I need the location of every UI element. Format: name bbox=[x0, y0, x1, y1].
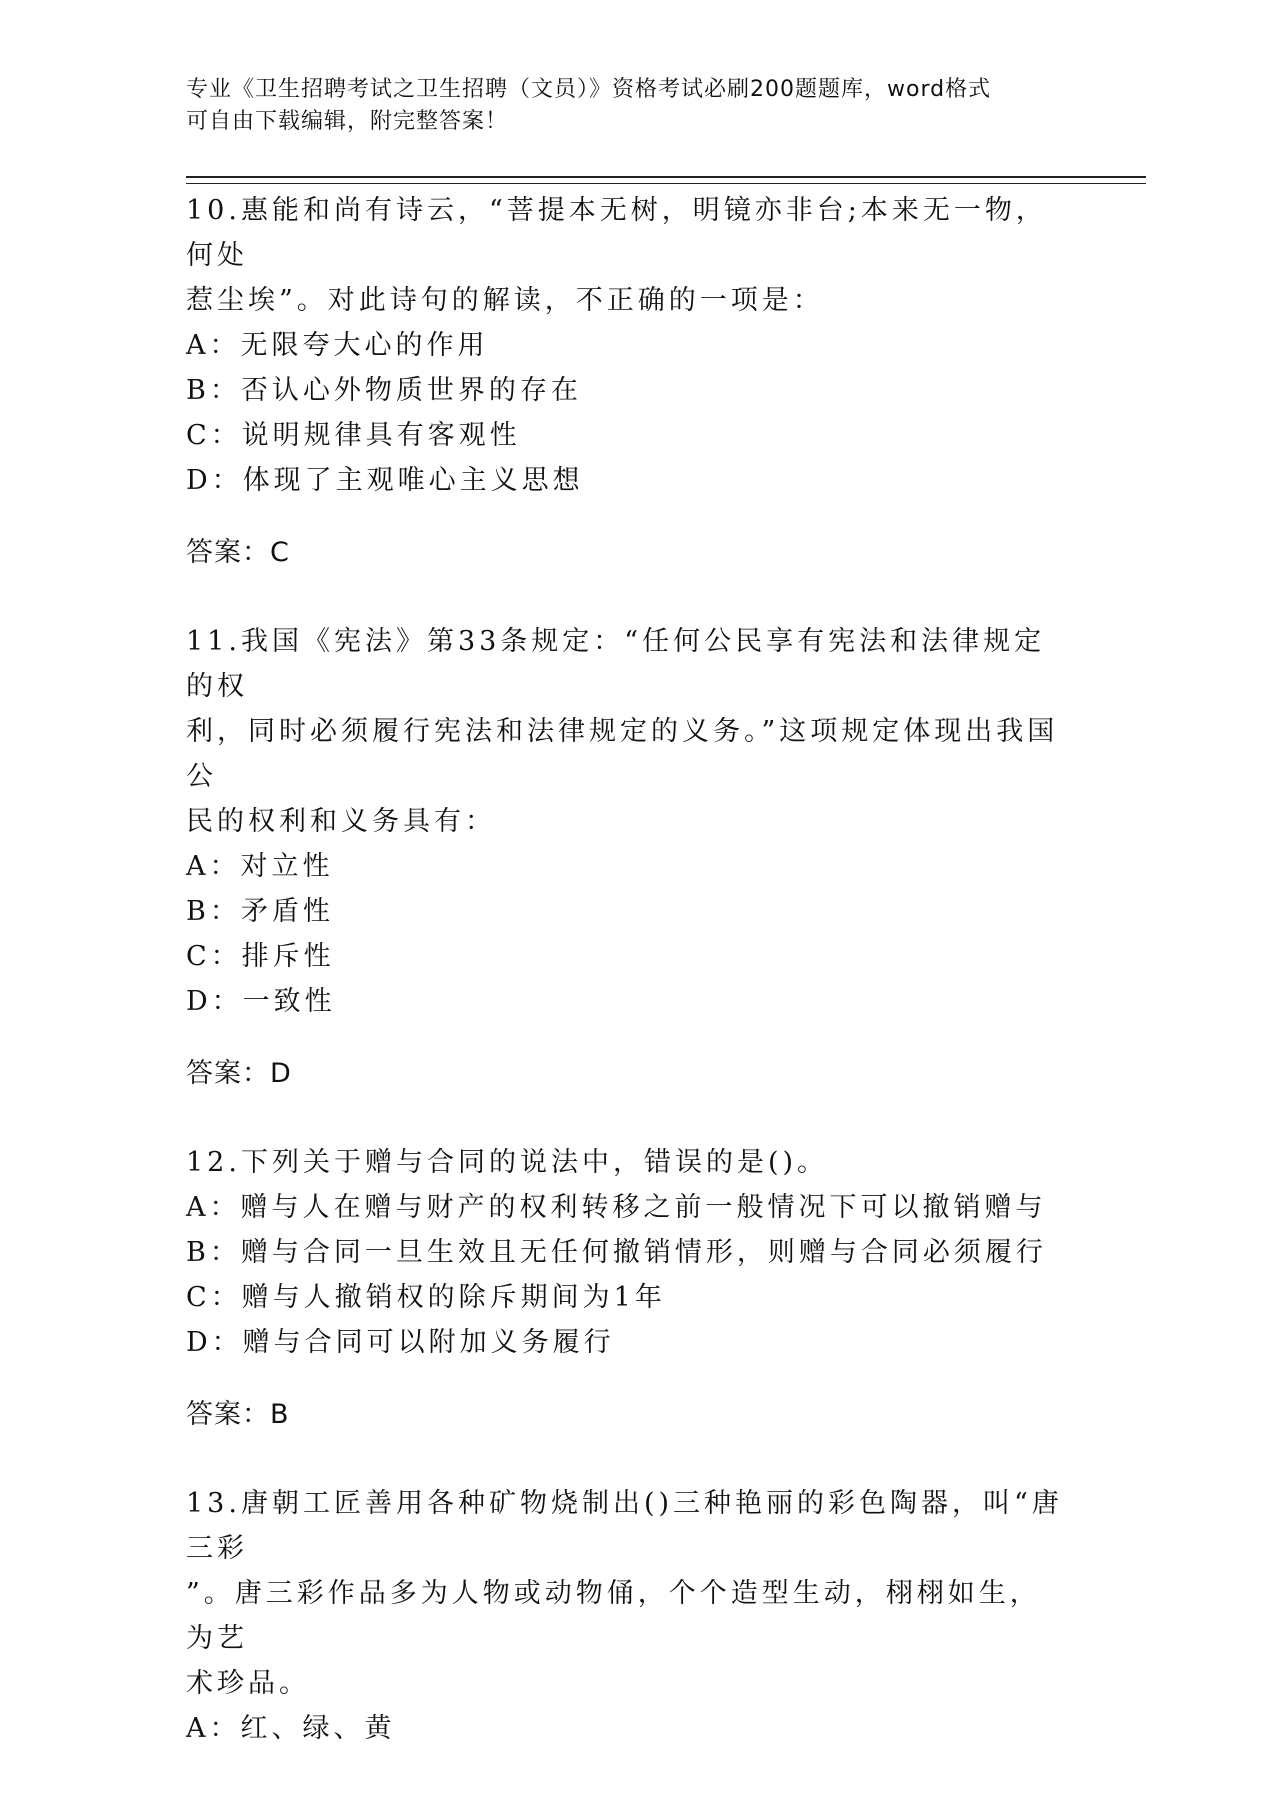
header-divider-thin bbox=[186, 183, 1146, 184]
option-c: C：赠与人撤销权的除斥期间为1年 bbox=[186, 1282, 666, 1313]
option-b: B：矛盾性 bbox=[186, 896, 334, 927]
option-a: A：无限夸大心的作用 bbox=[186, 330, 489, 361]
answer: 答案：D bbox=[186, 1058, 292, 1089]
option-b: B：否认心外物质世界的存在 bbox=[186, 375, 582, 406]
question-stem-line: ”。唐三彩作品多为人物或动物俑，个个造型生动，栩栩如生，为艺 bbox=[186, 1578, 1041, 1654]
option-d: D：一致性 bbox=[186, 986, 336, 1017]
option-a: A：红、绿、黄 bbox=[186, 1713, 396, 1744]
question-stem-line: 11.我国《宪法》第33条规定：“任何公民享有宪法和法律规定的权 bbox=[186, 626, 1046, 702]
question-list bbox=[186, 188, 1066, 1795]
option-d: D：赠与合同可以附加义务履行 bbox=[186, 1327, 615, 1358]
header-line-1: 专业《卫生招聘考试之卫生招聘（文员）》资格考试必刷200题题库，word格式 bbox=[186, 77, 992, 102]
question-stem-line: 10.惠能和尚有诗云，“菩提本无树，明镜亦非台;本来无一物，何处 bbox=[186, 195, 1047, 271]
option-a: A：赠与人在赠与财产的权利转移之前一般情况下可以撤销赠与 bbox=[186, 1192, 1047, 1223]
question-stem-line: 12.下列关于赠与合同的说法中，错误的是()。 bbox=[186, 1147, 829, 1178]
answer: 答案：C bbox=[186, 537, 290, 568]
question-stem-line: 利，同时必须履行宪法和法律规定的义务。”这项规定体现出我国公 bbox=[186, 716, 1059, 792]
option-b: B：赠与合同一旦生效且无任何撤销情形，则赠与合同必须履行 bbox=[186, 1237, 1047, 1268]
document-header bbox=[186, 74, 1066, 138]
option-a: A：对立性 bbox=[186, 851, 334, 882]
question-stem-line: 民的权利和义务具有： bbox=[186, 806, 496, 837]
question-13 bbox=[186, 1481, 1066, 1751]
header-line-2: 可自由下载编辑，附完整答案！ bbox=[186, 109, 509, 134]
question-stem-line: 13.唐朝工匠善用各种矿物烧制出()三种艳丽的彩色陶器，叫“唐三彩 bbox=[186, 1488, 1063, 1564]
option-c: C：排斥性 bbox=[186, 941, 335, 972]
option-d: D：体现了主观唯心主义思想 bbox=[186, 465, 584, 496]
question-stem-line: 惹尘埃”。对此诗句的解读，不正确的一项是： bbox=[186, 285, 824, 316]
option-c: C：说明规律具有客观性 bbox=[186, 420, 521, 451]
question-stem-line: 术珍品。 bbox=[186, 1668, 310, 1699]
question-10 bbox=[186, 188, 1066, 575]
answer: 答案：B bbox=[186, 1399, 290, 1430]
header-divider-thick bbox=[186, 176, 1146, 178]
question-11 bbox=[186, 619, 1066, 1096]
question-12 bbox=[186, 1140, 1066, 1437]
